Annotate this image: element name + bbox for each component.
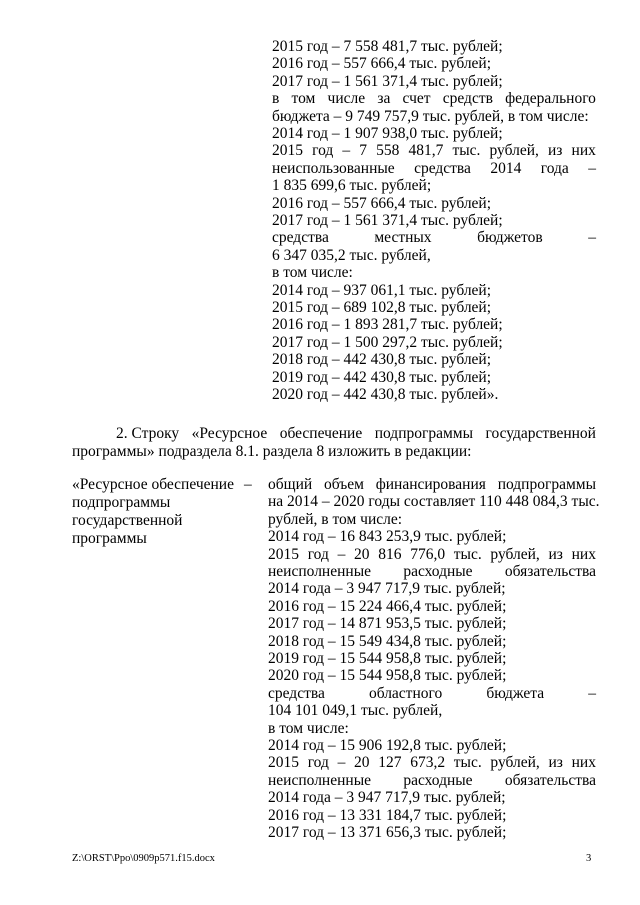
word: года (540, 159, 569, 177)
word: 2014 (490, 159, 522, 177)
block1-line: 1 835 699,6 тыс. рублей; (272, 177, 432, 195)
word: обязательства (504, 771, 596, 789)
block1-line: 2014 год – 937 061,1 тыс. рублей; (272, 281, 492, 299)
block1-line: 2017 год – 1 500 297,2 тыс. рублей; (272, 333, 503, 351)
word: бюджетов (477, 229, 543, 247)
block2-line: 104 101 049,1 тыс. рублей, (268, 702, 443, 720)
word: из (548, 545, 563, 563)
word: рублей, (490, 545, 540, 563)
paragraph-line-1 (72, 425, 596, 443)
word: из (548, 754, 563, 772)
block2-line (268, 563, 596, 581)
resource-label (72, 476, 252, 548)
block1-line: 2015 год – 7 558 481,7 тыс. рублей; (272, 38, 503, 55)
word: них (571, 754, 596, 772)
footer-page-number: 3 (586, 853, 592, 864)
word: 481,7 (408, 142, 444, 160)
word: год (307, 545, 329, 563)
block2-line: на 2014 – 2020 годы составляет 110 448 084,3 тыс. (268, 493, 600, 511)
amendment-paragraph (72, 425, 596, 461)
word: 2. Строку (116, 425, 180, 442)
block2-line: 2016 год – 15 224 466,4 тыс. рублей; (268, 597, 507, 615)
block1-line: 2019 год – 442 430,8 тыс. рублей; (272, 368, 492, 386)
block2-line: 2017 год – 14 871 953,5 тыс. рублей; (268, 615, 507, 633)
block1-line: 2016 год – 557 666,4 тыс. рублей; (272, 194, 492, 212)
word: 776,0 (410, 545, 446, 563)
block2-line (268, 685, 596, 703)
footer-file-path: Z:\ORST\Ppo\0909p571.f15.docx (72, 853, 215, 864)
word: «Ресурсное (191, 425, 268, 442)
word: 673,2 (410, 754, 446, 772)
word: 20 (354, 545, 370, 563)
word: в (272, 90, 280, 108)
word: местных (374, 229, 432, 247)
word: 558 (376, 142, 400, 160)
block1-line: 2015 год – 689 102,8 тыс. рублей; (272, 299, 492, 316)
word: 20 (354, 754, 370, 772)
block1-line (272, 229, 596, 247)
block2-line: 2014 года – 3 947 717,9 тыс. рублей; (268, 789, 506, 807)
word: числе (327, 90, 366, 108)
block1-line (272, 142, 596, 160)
word: 2015 (268, 545, 299, 563)
word: 816 (378, 545, 402, 563)
word: – (337, 545, 346, 563)
block2-line: в том числе: (268, 719, 349, 737)
word: объем (323, 476, 364, 493)
block1-line: 2017 год – 1 561 371,4 тыс. рублей; (272, 72, 503, 90)
block2-line: 2017 год – 13 371 656,3 тыс. рублей; (268, 824, 507, 841)
word: средства (268, 684, 325, 702)
word: 7 (359, 142, 367, 160)
word: финансирования (375, 476, 486, 493)
block1-line: 2018 год – 442 430,8 тыс. рублей; (272, 351, 492, 369)
word: за (377, 90, 391, 108)
block2-line (268, 772, 596, 790)
word: общий (268, 476, 313, 493)
word: счет (402, 90, 431, 108)
word: средства (272, 229, 329, 247)
word: из (548, 142, 563, 160)
word: расходные (403, 771, 473, 789)
word: – (588, 159, 596, 177)
block2-line: рублей, в том числе: (268, 510, 403, 528)
word: рублей, (489, 142, 539, 160)
word: обязательства (504, 563, 596, 580)
word: 127 (378, 754, 402, 772)
word: – (342, 142, 351, 160)
word: средства (414, 159, 471, 177)
word: тыс. (453, 545, 482, 563)
word: тыс. (452, 142, 481, 160)
word: – (588, 229, 596, 247)
word: подпрограммы (374, 425, 474, 442)
word: неисполненные (268, 563, 371, 580)
word: средств (442, 90, 493, 108)
block2-line: 2019 год – 15 544 958,8 тыс. рублей; (268, 650, 507, 667)
word: рублей, (490, 754, 540, 772)
word: расходные (403, 563, 473, 580)
block2-line: 2014 год – 15 906 192,8 тыс. рублей; (268, 737, 507, 754)
word: 2015 (272, 142, 303, 160)
block1-line (272, 90, 596, 108)
word: федерального (505, 90, 596, 108)
block1-line: 2020 год – 442 430,8 тыс. рублей». (272, 386, 499, 403)
block2-line (268, 754, 596, 772)
word: тыс. (453, 754, 482, 772)
word: бюджета (486, 684, 545, 702)
block2-line (268, 476, 596, 494)
word: 2015 (268, 754, 299, 772)
word: подпрограммы (497, 476, 596, 493)
block2-line (268, 546, 596, 564)
block1-line: 2014 год – 1 907 938,0 тыс. рублей; (272, 125, 503, 142)
word: областного (368, 684, 443, 702)
block1-line: 2016 год – 557 666,4 тыс. рублей; (272, 55, 492, 73)
label-line: государственной (72, 512, 183, 529)
block2-line: 2016 год – 13 331 184,7 тыс. рублей; (268, 806, 507, 824)
block1-line: бюджета – 9 749 757,9 тыс. рублей, в том числе: (272, 107, 589, 125)
block1-line (272, 160, 596, 178)
label-line: подпрограммы (72, 494, 171, 511)
word: год (312, 142, 334, 160)
block2-line: 2018 год – 15 549 434,8 тыс. рублей; (268, 632, 507, 650)
word: год (307, 754, 329, 772)
block2-line: 2020 год – 15 544 958,8 тыс. рублей; (268, 667, 507, 685)
label-line: «Ресурсное обеспечение (72, 476, 234, 493)
block1-line: 2017 год – 1 561 371,4 тыс. рублей; (272, 212, 503, 229)
word: обеспечение (279, 425, 363, 442)
word: них (571, 142, 596, 160)
label-line: программы (72, 530, 147, 547)
block2-line: 2014 год – 16 843 253,9 тыс. рублей; (268, 528, 507, 546)
block1-line: 6 347 035,2 тыс. рублей, (272, 246, 431, 264)
word: неиспользованные (272, 159, 395, 177)
word: – (588, 684, 596, 702)
label-dash: – (244, 476, 252, 493)
paragraph-line-2: программы» подраздела 8.1. раздела 8 изложить в редакции: (72, 443, 472, 460)
block1-line: 2016 год – 1 893 281,7 тыс. рублей; (272, 316, 503, 334)
word: государственной (485, 425, 596, 442)
block2-line: 2014 года – 3 947 717,9 тыс. рублей; (268, 580, 506, 598)
word: неисполненные (268, 771, 371, 789)
block1-line: в том числе: (272, 264, 353, 282)
word: них (571, 545, 596, 563)
word: – (337, 754, 346, 772)
word: том (291, 90, 316, 108)
